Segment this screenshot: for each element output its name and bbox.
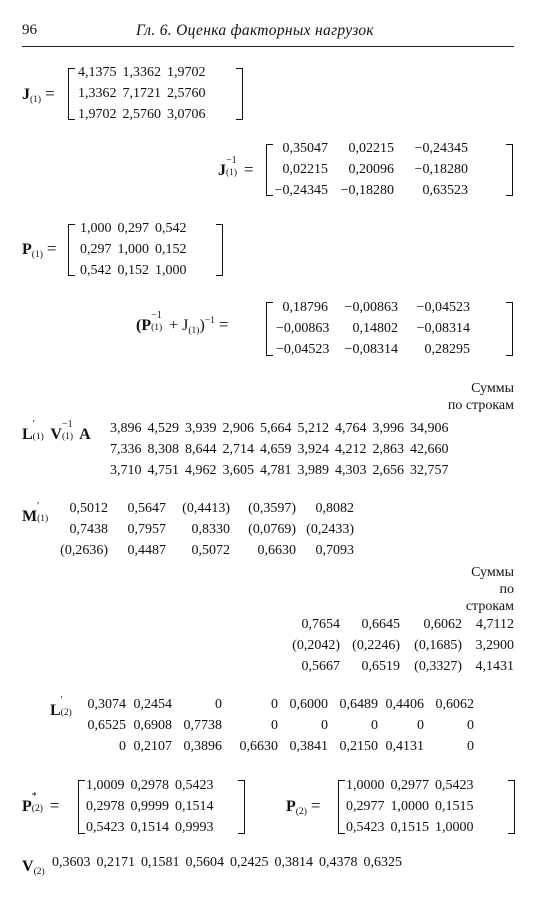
matrix-cell: 1,000 xyxy=(155,263,187,278)
bracket-right xyxy=(216,224,223,276)
matrix-cell: 0,5647 xyxy=(127,501,166,516)
matrix-cell: 1,3362 xyxy=(78,86,117,101)
matrix-cell: 4,529 xyxy=(147,421,179,436)
matrix-cell: 0,297 xyxy=(117,221,149,236)
matrix-cell: 1,0000 xyxy=(346,778,385,793)
matrix-cell: 0,6062 xyxy=(423,617,462,632)
matrix-cell: 2,5760 xyxy=(167,86,206,101)
vector-cell: 0,2425 xyxy=(230,855,269,870)
label-p1: $P_{(1)}$ = xyxy=(22,239,57,260)
matrix-cell: 3,710 xyxy=(110,463,142,478)
matrix-lva xyxy=(104,418,449,481)
bracket-right xyxy=(508,780,515,834)
matrix-cell: 0 xyxy=(215,697,222,712)
vector-cell: 0,6325 xyxy=(363,855,402,870)
matrix-cell: 8,644 xyxy=(185,442,217,457)
matrix-cell: 0,4487 xyxy=(127,543,166,558)
matrix-cell: 0,5012 xyxy=(69,501,108,516)
matrix-cell: 0,5072 xyxy=(191,543,230,558)
matrix-cell: (0,2246) xyxy=(352,638,400,653)
matrix-cell: 0,1514 xyxy=(130,820,169,835)
matrix-cell: (0,3327) xyxy=(414,659,462,674)
matrix-cell: −0,04523 xyxy=(276,342,330,357)
matrix-cell: 0,7738 xyxy=(183,718,222,733)
matrix-cell: 1,0009 xyxy=(86,778,125,793)
matrix-cell: 0,152 xyxy=(117,263,149,278)
matrix-cell: −0,00863 xyxy=(276,321,330,336)
matrix-cell: 0,5423 xyxy=(175,778,214,793)
matrix-cell: 1,0000 xyxy=(390,799,429,814)
matrix-cell: (0,1685) xyxy=(414,638,462,653)
matrix-cell: 4,751 xyxy=(147,463,179,478)
matrix-cell: 1,9702 xyxy=(78,107,117,122)
matrix-cell: 7,1721 xyxy=(122,86,161,101)
bracket-right xyxy=(238,780,245,834)
matrix-cell: 1,0000 xyxy=(435,820,474,835)
matrix-cell: 0,18796 xyxy=(282,300,328,315)
matrix-cell: 0,8082 xyxy=(315,501,354,516)
matrix-cell: 4,7112 xyxy=(476,617,514,632)
matrix-cell: 0 xyxy=(271,718,278,733)
matrix-cell: (0,2042) xyxy=(292,638,340,653)
matrix-cell: 4,303 xyxy=(335,463,367,478)
matrix-cell: 0,3896 xyxy=(183,739,222,754)
matrix-cell: 3,989 xyxy=(297,463,329,478)
matrix-cell: 32,757 xyxy=(410,463,449,478)
matrix-cell: (0,0769) xyxy=(248,522,296,537)
matrix-cell: −0,24345 xyxy=(414,141,468,156)
matrix-cell: −0,18280 xyxy=(340,183,394,198)
matrix-m1 xyxy=(50,498,354,561)
bracket-right xyxy=(506,302,513,356)
matrix-cell: 0,5423 xyxy=(346,820,385,835)
matrix-cell: (0,2433) xyxy=(306,522,354,537)
matrix-cell: 0,28295 xyxy=(424,342,470,357)
matrix-cell: 0,7957 xyxy=(127,522,166,537)
vector-cell: 0,3814 xyxy=(274,855,313,870)
matrix-cell: 0,6908 xyxy=(133,718,172,733)
page-number: 96 xyxy=(22,22,37,38)
matrix-cell: 0,542 xyxy=(155,221,187,236)
matrix-cell: 0,152 xyxy=(155,242,187,257)
matrix-cell: 0,5423 xyxy=(86,820,125,835)
matrix-cell: 3,939 xyxy=(185,421,217,436)
matrix-cell: 34,906 xyxy=(410,421,449,436)
matrix-cell: 42,660 xyxy=(410,442,449,457)
matrix-cell: 4,212 xyxy=(335,442,367,457)
vector-cell: 0,1581 xyxy=(141,855,180,870)
matrix-cell: 0,9993 xyxy=(175,820,214,835)
matrix-cell: 0,1514 xyxy=(175,799,214,814)
row-sums-caption: Суммы по строкам xyxy=(465,565,514,614)
matrix-cell: 4,659 xyxy=(260,442,292,457)
matrix-cell: 0,6630 xyxy=(257,543,296,558)
matrix-cell: 0,63523 xyxy=(422,183,468,198)
matrix-cell: 0 xyxy=(119,739,126,754)
matrix-cell: 0 xyxy=(467,739,474,754)
matrix-cell: 3,924 xyxy=(297,442,329,457)
label-p2: $P_{(2)}$ = xyxy=(286,796,321,817)
matrix-cell: 0,6519 xyxy=(361,659,400,674)
matrix-cell: 1,3362 xyxy=(122,65,161,80)
matrix-cell: 0 xyxy=(321,718,328,733)
page-header xyxy=(22,16,514,47)
matrix-p-plus-j-inverse xyxy=(270,297,470,360)
matrix-cell: 0,6645 xyxy=(361,617,400,632)
matrix-pstar2 xyxy=(80,775,214,838)
matrix-p1 xyxy=(74,218,187,281)
matrix-cell: (0,3597) xyxy=(248,501,296,516)
matrix-cell: −0,18280 xyxy=(414,162,468,177)
matrix-cell: −0,08314 xyxy=(416,321,470,336)
matrix-cell: 0,6000 xyxy=(289,697,328,712)
matrix-cell: −0,00863 xyxy=(344,300,398,315)
matrix-cell: 1,000 xyxy=(80,221,112,236)
matrix-cell: 0 xyxy=(417,718,424,733)
matrix-cell: 0,6525 xyxy=(87,718,126,733)
label-j1-inverse: J −1 (1) = xyxy=(218,155,254,179)
matrix-cell: 3,0706 xyxy=(167,107,206,122)
vector-cell: 0,3603 xyxy=(52,855,91,870)
matrix-cell: (0,4413) xyxy=(182,501,230,516)
matrix-cell: 4,962 xyxy=(185,463,217,478)
matrix-cell: 3,996 xyxy=(372,421,404,436)
matrix-cell: 2,5760 xyxy=(122,107,161,122)
matrix-cell: 0,6489 xyxy=(339,697,378,712)
row-sums-caption: Суммы по строкам xyxy=(447,381,514,413)
matrix-cell: 1,9702 xyxy=(167,65,206,80)
matrix-j1 xyxy=(72,62,206,125)
matrix-cell: 8,308 xyxy=(147,442,179,457)
matrix-j1-inverse xyxy=(268,138,468,201)
matrix-cell: 0,2107 xyxy=(133,739,172,754)
matrix-cell: 0,6630 xyxy=(239,739,278,754)
matrix-l2 xyxy=(80,694,474,757)
matrix-cell: 0,02215 xyxy=(348,141,394,156)
label-lva: L ′ (1) V −1 (1) A xyxy=(22,419,91,443)
matrix-cell: 0,20096 xyxy=(348,162,394,177)
matrix-cell: 0,02215 xyxy=(282,162,328,177)
matrix-cell: 3,896 xyxy=(110,421,142,436)
matrix-cell: 0,4131 xyxy=(385,739,424,754)
matrix-cell: 0,6062 xyxy=(435,697,474,712)
matrix-cell: −0,08314 xyxy=(344,342,398,357)
matrix-cell: 0,7654 xyxy=(301,617,340,632)
matrix-cell: 5,212 xyxy=(297,421,329,436)
matrix-cell: 2,906 xyxy=(222,421,254,436)
label-pstar2: P * (2) = xyxy=(22,791,60,815)
matrix-cell: 0,7438 xyxy=(69,522,108,537)
matrix-cell: 0,1515 xyxy=(390,820,429,835)
matrix-cell: 0,2977 xyxy=(390,778,429,793)
bracket-right xyxy=(236,68,243,120)
matrix-cell: 0,14802 xyxy=(352,321,398,336)
matrix-cell: 0 xyxy=(467,718,474,733)
matrix-cell: 1,000 xyxy=(117,242,149,257)
running-title: Гл. 6. Оценка факторных нагрузок xyxy=(136,22,374,39)
matrix-cell: 0,2977 xyxy=(346,799,385,814)
matrix-cell: 0,3074 xyxy=(87,697,126,712)
matrix-cell: 0,2978 xyxy=(86,799,125,814)
matrix-cell: 0,2150 xyxy=(339,739,378,754)
vector-cell: 0,4378 xyxy=(319,855,358,870)
matrix-cell: (0,2636) xyxy=(60,543,108,558)
matrix-cell: 5,664 xyxy=(260,421,292,436)
matrix-m1-continued xyxy=(280,614,514,677)
label-p-plus-j-inverse: (P −1 (1) + $J_{(1)})^{-1}$ = xyxy=(136,310,229,336)
matrix-cell: −0,24345 xyxy=(274,183,328,198)
matrix-cell: 4,764 xyxy=(335,421,367,436)
matrix-cell: 0,9999 xyxy=(130,799,169,814)
label-l2: L ′ (2) xyxy=(50,695,72,719)
matrix-cell: 2,714 xyxy=(222,442,254,457)
matrix-cell: 0,5667 xyxy=(301,659,340,674)
label-v2: $V_{(2)}$ xyxy=(22,858,45,877)
matrix-cell: 0,35047 xyxy=(282,141,328,156)
matrix-cell: 3,605 xyxy=(222,463,254,478)
matrix-cell: 0,2978 xyxy=(130,778,169,793)
matrix-cell: 4,1375 xyxy=(78,65,117,80)
matrix-cell: 0,3841 xyxy=(289,739,328,754)
matrix-cell: 0,297 xyxy=(80,242,112,257)
matrix-cell: 2,863 xyxy=(372,442,404,457)
matrix-cell: 0,1515 xyxy=(435,799,474,814)
vector-v2 xyxy=(46,852,402,873)
vector-cell: 0,5604 xyxy=(185,855,224,870)
matrix-cell: 0 xyxy=(371,718,378,733)
matrix-cell: −0,04523 xyxy=(416,300,470,315)
matrix-cell: 0,542 xyxy=(80,263,112,278)
matrix-cell: 4,781 xyxy=(260,463,292,478)
matrix-cell: 3,2900 xyxy=(475,638,514,653)
matrix-cell: 0,4406 xyxy=(385,697,424,712)
matrix-cell: 4,1431 xyxy=(475,659,514,674)
matrix-p2 xyxy=(340,775,474,838)
matrix-cell: 0,5423 xyxy=(435,778,474,793)
matrix-cell: 0,8330 xyxy=(191,522,230,537)
matrix-cell: 0 xyxy=(271,697,278,712)
bracket-right xyxy=(506,144,513,196)
vector-cell: 0,2171 xyxy=(96,855,135,870)
matrix-cell: 2,656 xyxy=(372,463,404,478)
label-j1: $J_{(1)}$ = xyxy=(22,84,55,105)
label-m1: M ′ (1) xyxy=(22,501,49,525)
matrix-cell: 7,336 xyxy=(110,442,142,457)
matrix-cell: 0,7093 xyxy=(315,543,354,558)
matrix-cell: 0,2454 xyxy=(133,697,172,712)
